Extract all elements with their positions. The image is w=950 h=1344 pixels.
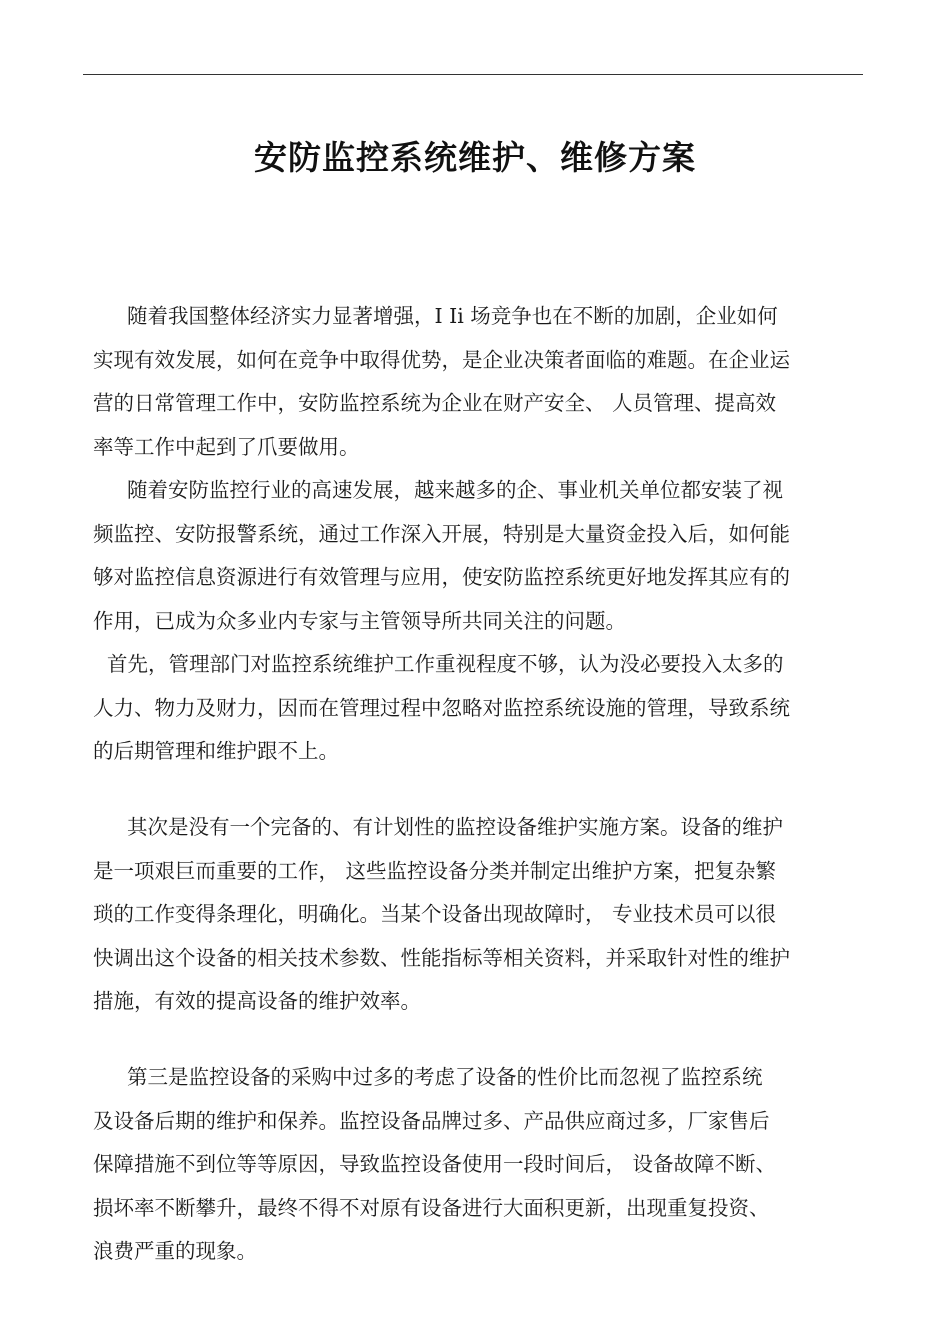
paragraph-line: 频监控、安防报警系统，通过工作深入开展，特别是大量资金投入后，如何能	[93, 521, 790, 546]
paragraph-1	[93, 295, 873, 469]
paragraph-line: 实现有效发展，如何在竞争中取得优势，是企业决策者面临的难题。在企业运	[93, 347, 790, 372]
header-rule	[83, 74, 863, 75]
paragraph-line: 措施，有效的提高设备的维护效率。	[93, 989, 421, 1013]
paragraph-line: 的后期管理和维护跟不上。	[93, 739, 339, 763]
paragraph-line: 作用，已成为众多业内专家与主管领导所共同关注的问题。	[93, 608, 626, 633]
paragraph-line: 浪费严重的现象。	[93, 1239, 257, 1263]
paragraph-line: 够对监控信息资源进行有效管理与应用，使安防监控系统更好地发挥其应有的	[93, 565, 790, 589]
paragraph-line: 随着安防监控行业的高速发展，越来越多的企、事业机关单位都安装了视	[127, 478, 783, 502]
paragraph-line: 是一项艰巨而重要的工作， 这些监控设备分类并制定出维护方案，把复杂繁	[93, 858, 777, 883]
paragraph-3	[93, 643, 873, 774]
paragraph-line: 其次是没有一个完备的、有计划性的监控设备维护实施方案。设备的维护	[127, 815, 783, 839]
paragraph-line: 人力、物力及财力，因而在管理过程中忽略对监控系统设施的管理，导致系统	[93, 695, 790, 720]
paragraph-line: 首先，管理部门对监控系统维护工作重视程度不够，认为没必要投入太多的	[107, 652, 784, 676]
paragraph-line: 保障措施不到位等等原因，导致监控设备使用一段时间后， 设备故障不断、	[93, 1152, 777, 1176]
paragraph-line: 琐的工作变得条理化，明确化。当某个设备出现故障时， 专业技术员可以很	[93, 902, 777, 926]
document-title: 安防监控系统维护、维修方案	[254, 138, 696, 177]
paragraph-line: 营的日常管理工作中，安防监控系统为企业在财产安全、 人员管理、提高效	[93, 391, 777, 415]
paragraph-4	[93, 806, 873, 1024]
paragraph-line: 第三是监控设备的采购中过多的考虑了设备的性价比而忽视了监控系统	[127, 1065, 763, 1089]
paragraph-line: 快调出这个设备的相关技术参数、性能指标等相关资料，并采取针对性的维护	[93, 945, 790, 970]
paragraph-line: 损坏率不断攀升，最终不得不对原有设备进行大面积更新，出现重复投资、	[93, 1195, 770, 1220]
paragraph-2	[93, 469, 873, 643]
paragraph-line: 率等工作中起到了爪要做用。	[93, 434, 360, 459]
paragraph-line: 随着我国整体经济实力显著增强，I Ii 场竞争也在不断的加剧，企业如何	[127, 304, 778, 328]
paragraph-line: 及设备后期的维护和保养。监控设备品牌过多、产品供应商过多，厂家售后	[93, 1108, 770, 1133]
paragraph-5	[93, 1056, 873, 1274]
